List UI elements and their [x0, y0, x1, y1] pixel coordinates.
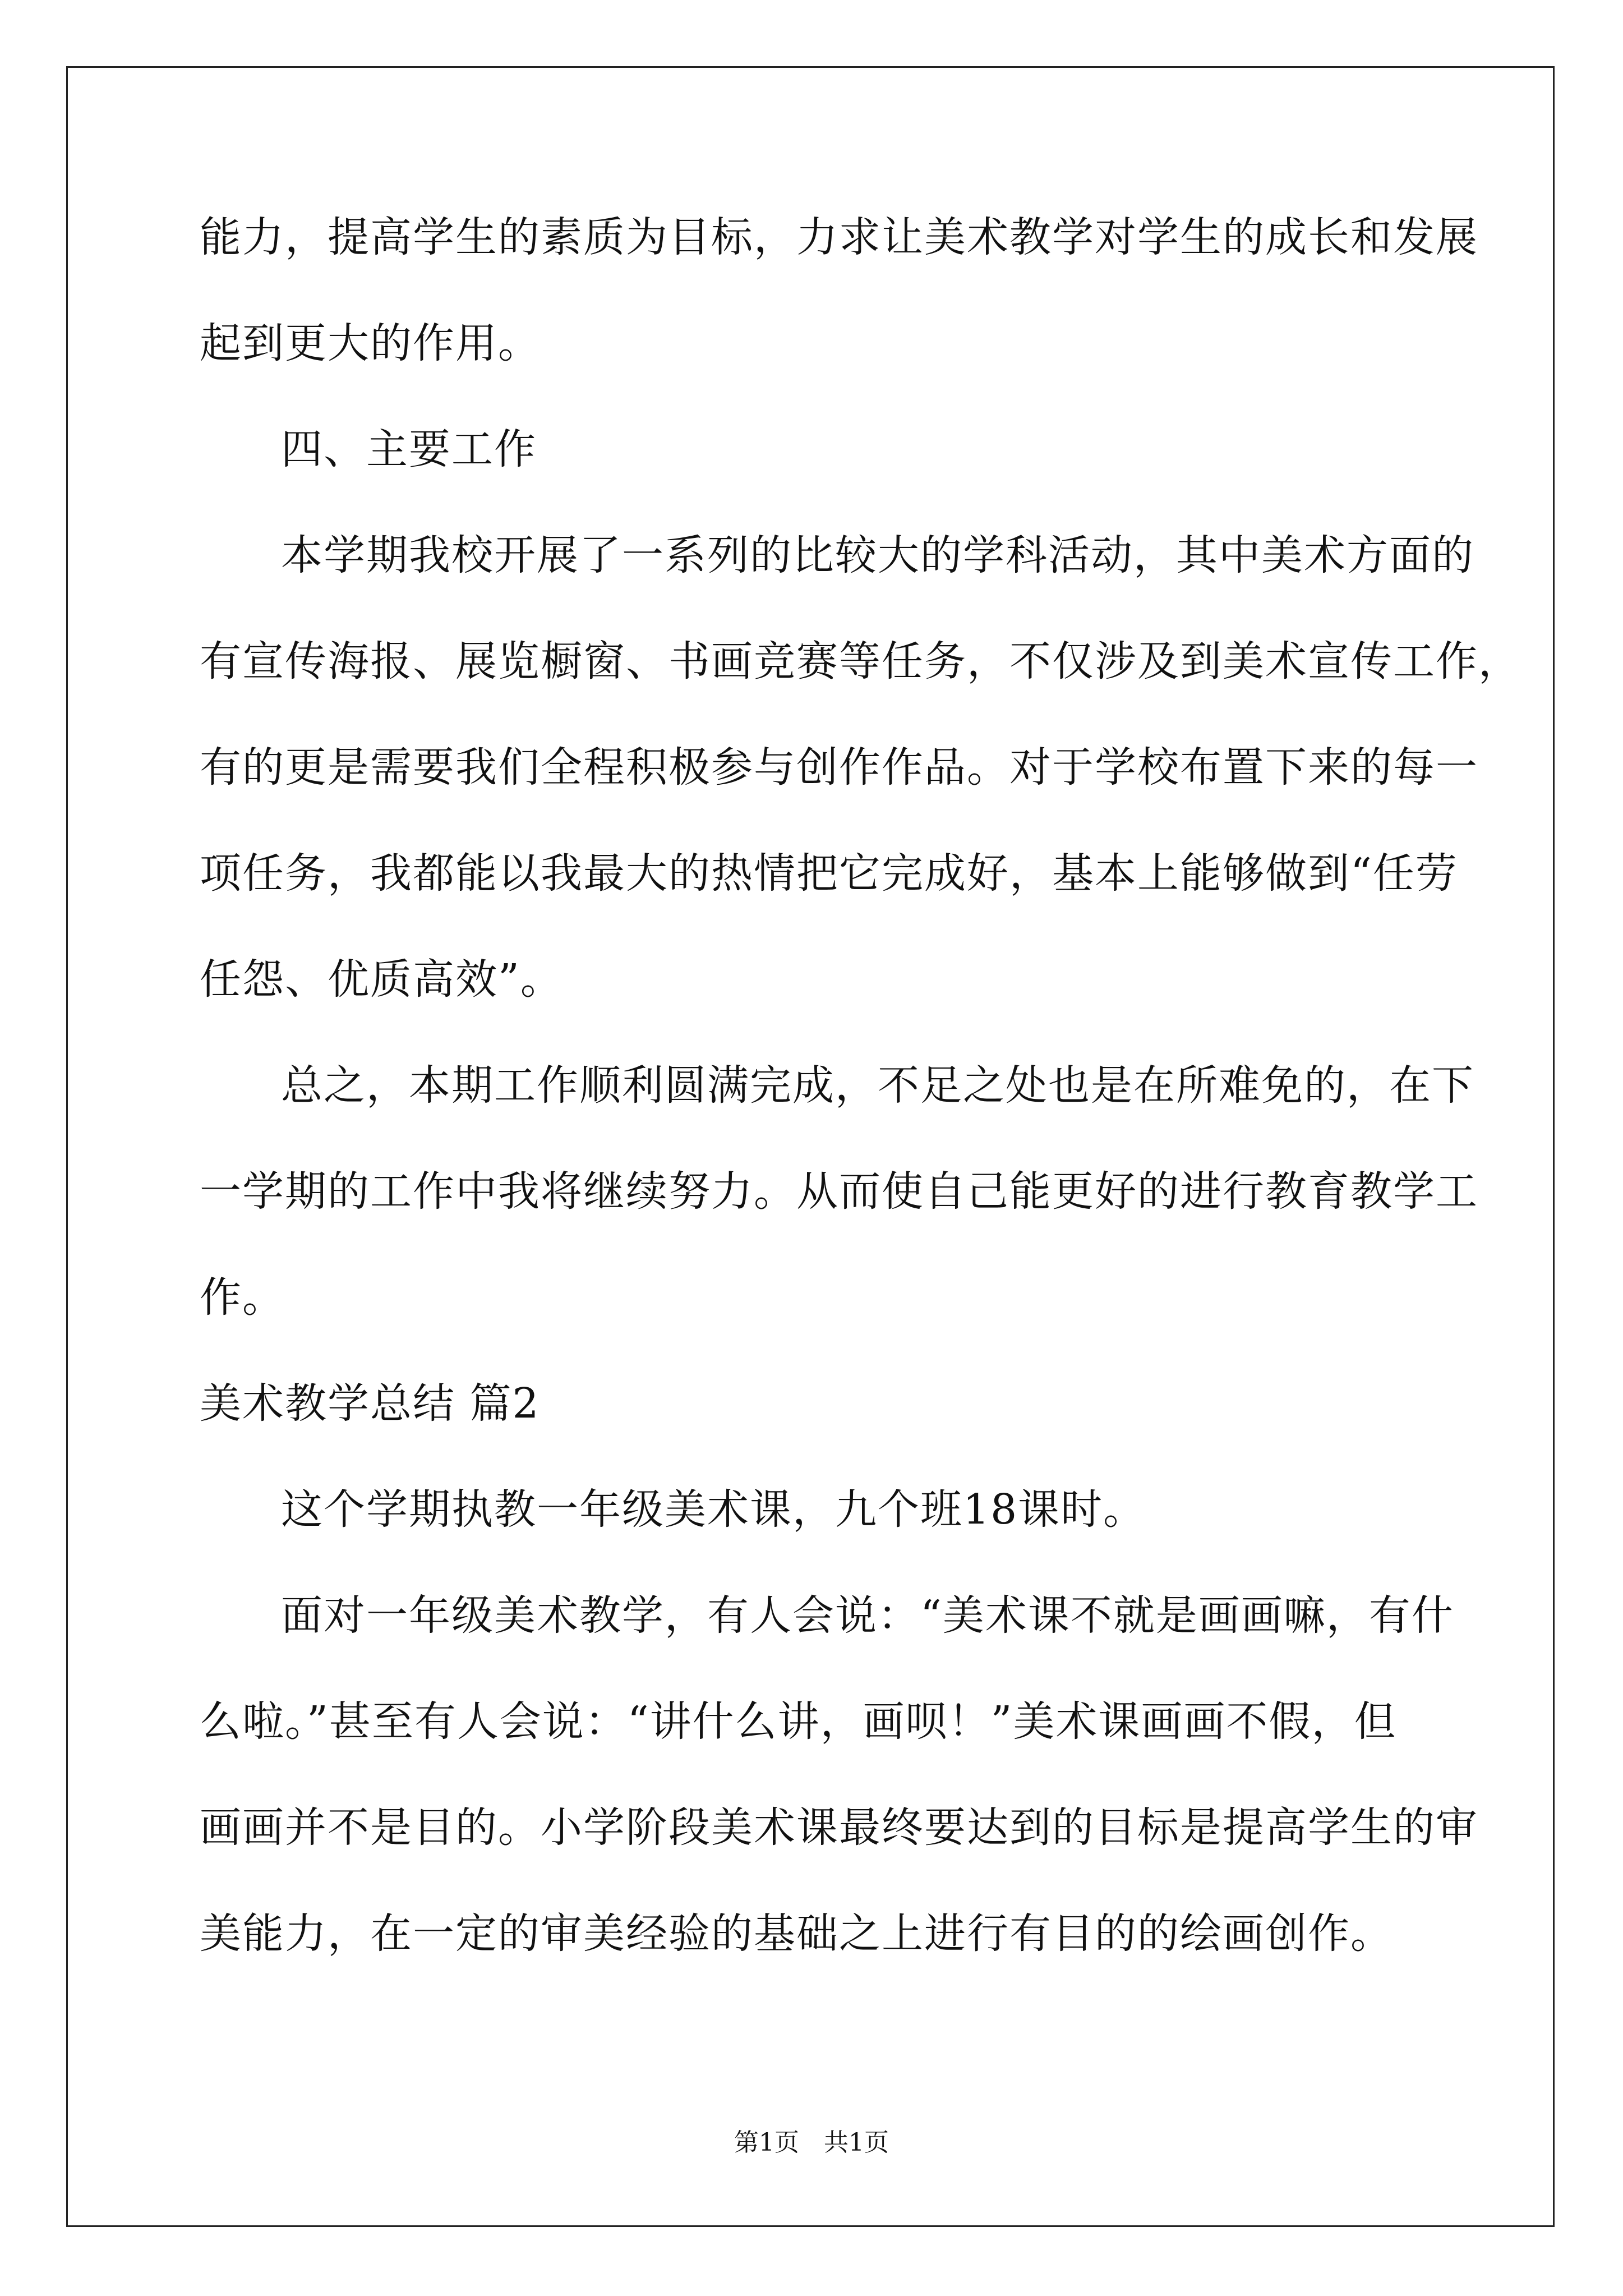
article-title: 美术教学总结 篇2: [200, 1379, 540, 1428]
paragraph-line: 总之，本期工作顺利圆满完成，不足之处也是在所难免的，在下: [281, 1061, 1474, 1110]
paragraph-line: 画画并不是目的。小学阶段美术课最终要达到的目标是提高学生的审: [200, 1803, 1478, 1852]
paragraph-line: 起到更大的作用。: [200, 319, 541, 367]
paragraph-line: 有的更是需要我们全程积极参与创作作品。对于学校布置下来的每一: [200, 743, 1478, 792]
page-footer: 第1页 共1页: [734, 2128, 889, 2157]
section-heading: 四、主要工作: [281, 425, 537, 473]
paragraph-line: 这个学期执教一年级美术课，九个班18课时。: [281, 1485, 1146, 1534]
paragraph-line: 一学期的工作中我将继续努力。从而使自己能更好的进行教育教学工: [200, 1167, 1478, 1216]
paragraph-line: 美能力，在一定的审美经验的基础之上进行有目的的绘画创作。: [200, 1910, 1393, 1958]
paragraph-line: 么啦。”甚至有人会说：“讲什么讲，画呗！”美术课画画不假，但: [200, 1697, 1397, 1746]
paragraph-line: 作。: [200, 1273, 285, 1322]
paragraph-line: 本学期我校开展了一系列的比较大的学科活动，其中美术方面的: [281, 531, 1474, 579]
paragraph-line: 能力，提高学生的素质为目标，力求让美术教学对学生的成长和发展: [200, 213, 1478, 261]
paragraph-line: 有宣传海报、展览橱窗、书画竞赛等任务，不仅涉及到美术宣传工作，: [200, 637, 1521, 685]
paragraph-line: 项任务，我都能以我最大的热情把它完成好，基本上能够做到“任劳: [200, 849, 1458, 898]
paragraph-line: 面对一年级美术教学，有人会说：“美术课不就是画画嘛，有什: [281, 1591, 1454, 1640]
paragraph-line: 任怨、优质高效”。: [200, 955, 563, 1004]
